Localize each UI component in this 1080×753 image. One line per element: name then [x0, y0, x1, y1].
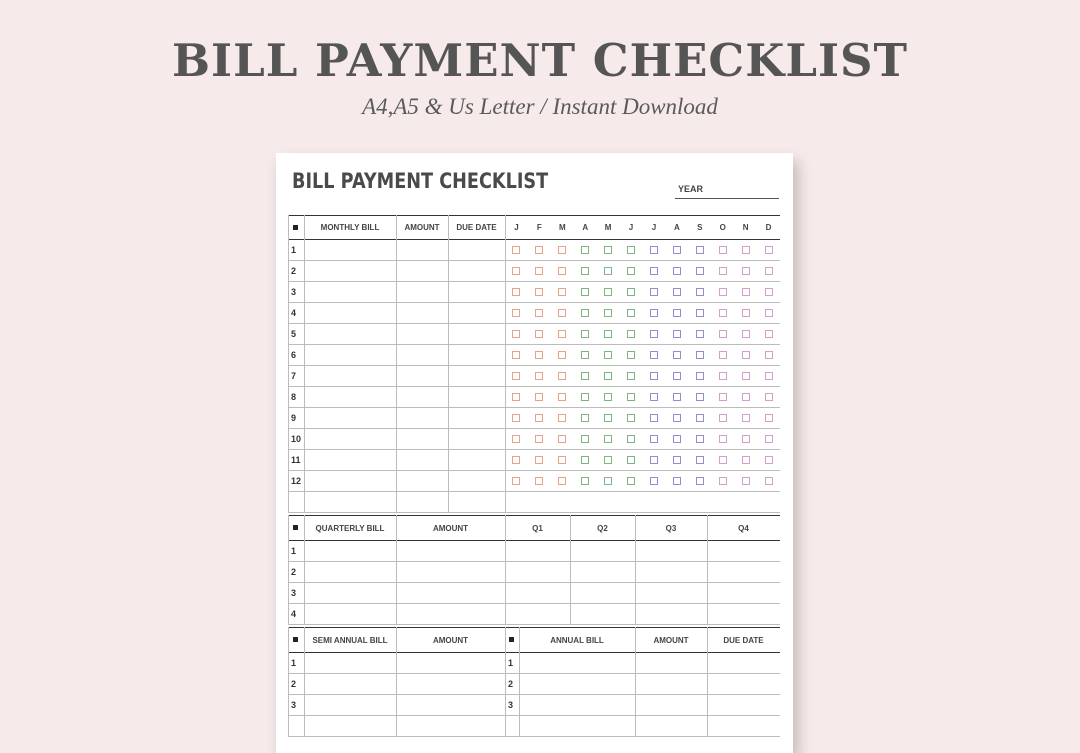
payment-checkbox[interactable] — [719, 351, 727, 359]
grid-line — [288, 215, 289, 512]
page-title: BILL PAYMENT CHECKLIST — [171, 34, 909, 87]
row-number: 1 — [291, 245, 297, 255]
payment-checkbox[interactable] — [604, 351, 612, 359]
payment-checkbox[interactable] — [627, 351, 635, 359]
payment-checkbox[interactable] — [765, 267, 773, 275]
grid-line — [288, 239, 780, 240]
payment-checkbox[interactable] — [765, 351, 773, 359]
column-header-q3: Q3 — [665, 524, 677, 533]
payment-checkbox[interactable] — [581, 309, 589, 317]
payment-checkbox[interactable] — [512, 351, 520, 359]
payment-checkbox[interactable] — [535, 414, 543, 422]
payment-checkbox[interactable] — [696, 372, 704, 380]
row-number: 2 — [291, 679, 297, 689]
payment-checkbox[interactable] — [696, 288, 704, 296]
payment-checkbox[interactable] — [765, 456, 773, 464]
payment-checkbox[interactable] — [512, 372, 520, 380]
payment-checkbox[interactable] — [650, 309, 658, 317]
payment-checkbox[interactable] — [627, 288, 635, 296]
payment-checkbox[interactable] — [604, 477, 612, 485]
payment-checkbox[interactable] — [535, 372, 543, 380]
row-number: 1 — [291, 658, 297, 668]
row-number: 5 — [291, 329, 297, 339]
payment-checkbox[interactable] — [719, 435, 727, 443]
payment-checkbox[interactable] — [673, 456, 681, 464]
row-number: 4 — [291, 609, 297, 619]
payment-checkbox[interactable] — [696, 330, 704, 338]
payment-checkbox[interactable] — [604, 456, 612, 464]
payment-checkbox[interactable] — [558, 393, 566, 401]
payment-checkbox[interactable] — [765, 393, 773, 401]
grid-line — [288, 365, 780, 366]
payment-checkbox[interactable] — [512, 456, 520, 464]
payment-checkbox[interactable] — [512, 414, 520, 422]
month-header: F — [536, 223, 542, 232]
row-number: 9 — [291, 413, 297, 423]
column-header-amount: AMOUNT — [653, 636, 689, 645]
payment-checkbox[interactable] — [719, 372, 727, 380]
grid-line — [288, 407, 780, 408]
payment-checkbox[interactable] — [558, 267, 566, 275]
month-header: J — [651, 223, 657, 232]
payment-checkbox[interactable] — [719, 309, 727, 317]
payment-checkbox[interactable] — [581, 246, 589, 254]
year-label: YEAR — [678, 184, 704, 194]
grid-line — [288, 302, 780, 303]
bullet-icon — [293, 637, 298, 642]
payment-checkbox[interactable] — [650, 351, 658, 359]
payment-checkbox[interactable] — [765, 477, 773, 485]
payment-checkbox[interactable] — [604, 246, 612, 254]
payment-checkbox[interactable] — [696, 267, 704, 275]
payment-checkbox[interactable] — [535, 351, 543, 359]
column-header-monthly-bill: MONTHLY BILL — [320, 223, 380, 232]
grid-line — [288, 386, 780, 387]
row-number: 1 — [508, 658, 514, 668]
payment-checkbox[interactable] — [673, 246, 681, 254]
payment-checkbox[interactable] — [512, 330, 520, 338]
payment-checkbox[interactable] — [673, 435, 681, 443]
payment-checkbox[interactable] — [558, 309, 566, 317]
payment-checkbox[interactable] — [558, 288, 566, 296]
payment-checkbox[interactable] — [627, 372, 635, 380]
payment-checkbox[interactable] — [512, 267, 520, 275]
payment-checkbox[interactable] — [650, 477, 658, 485]
row-number: 3 — [291, 588, 297, 598]
payment-checkbox[interactable] — [581, 435, 589, 443]
payment-checkbox[interactable] — [558, 330, 566, 338]
payment-checkbox[interactable] — [535, 267, 543, 275]
payment-checkbox[interactable] — [673, 288, 681, 296]
payment-checkbox[interactable] — [742, 435, 750, 443]
payment-checkbox[interactable] — [627, 456, 635, 464]
payment-checkbox[interactable] — [627, 414, 635, 422]
payment-checkbox[interactable] — [604, 414, 612, 422]
grid-line — [288, 512, 780, 513]
payment-checkbox[interactable] — [627, 309, 635, 317]
payment-checkbox[interactable] — [512, 246, 520, 254]
row-number: 11 — [291, 455, 301, 465]
row-number: 3 — [508, 700, 514, 710]
row-number: 10 — [291, 434, 302, 444]
payment-checkbox[interactable] — [558, 246, 566, 254]
column-header-amount: AMOUNT — [404, 223, 440, 232]
payment-checkbox[interactable] — [535, 330, 543, 338]
grid-line — [288, 470, 780, 471]
row-number: 7 — [291, 371, 297, 381]
payment-checkbox[interactable] — [535, 246, 543, 254]
payment-checkbox[interactable] — [650, 456, 658, 464]
payment-checkbox[interactable] — [719, 477, 727, 485]
payment-checkbox[interactable] — [719, 267, 727, 275]
payment-checkbox[interactable] — [650, 393, 658, 401]
payment-checkbox[interactable] — [627, 477, 635, 485]
row-number: 12 — [291, 476, 302, 486]
grid-line — [288, 215, 780, 216]
column-header-amount: AMOUNT — [432, 524, 469, 533]
row-number: 2 — [291, 266, 297, 276]
grid-line — [288, 491, 780, 492]
payment-checkbox[interactable] — [581, 372, 589, 380]
payment-checkbox[interactable] — [765, 246, 773, 254]
month-header: S — [697, 223, 703, 232]
grid-line — [288, 344, 780, 345]
column-header-quarterly-bill: QUARTERLY BILL — [315, 524, 385, 533]
payment-checkbox[interactable] — [650, 330, 658, 338]
payment-checkbox[interactable] — [558, 351, 566, 359]
month-header: A — [673, 223, 680, 232]
payment-checkbox[interactable] — [535, 477, 543, 485]
payment-checkbox[interactable] — [581, 477, 589, 485]
payment-checkbox[interactable] — [765, 435, 773, 443]
payment-checkbox[interactable] — [581, 351, 589, 359]
payment-checkbox[interactable] — [512, 288, 520, 296]
column-header-due-date: DUE DATE — [723, 636, 764, 645]
payment-checkbox[interactable] — [765, 288, 773, 296]
payment-checkbox[interactable] — [581, 330, 589, 338]
row-number: 3 — [291, 700, 297, 710]
payment-checkbox[interactable] — [696, 351, 704, 359]
grid-line — [288, 281, 780, 282]
payment-checkbox[interactable] — [765, 309, 773, 317]
month-header: M — [604, 223, 612, 232]
month-header: N — [742, 223, 749, 232]
payment-checkbox[interactable] — [742, 456, 750, 464]
payment-checkbox[interactable] — [627, 267, 635, 275]
payment-checkbox[interactable] — [627, 246, 635, 254]
payment-checkbox[interactable] — [558, 456, 566, 464]
row-number: 1 — [291, 546, 297, 556]
payment-checkbox[interactable] — [650, 246, 658, 254]
payment-checkbox[interactable] — [696, 414, 704, 422]
month-header: D — [765, 223, 772, 232]
payment-checkbox[interactable] — [627, 393, 635, 401]
payment-checkbox[interactable] — [742, 477, 750, 485]
payment-checkbox[interactable] — [535, 393, 543, 401]
payment-checkbox[interactable] — [719, 414, 727, 422]
payment-checkbox[interactable] — [719, 330, 727, 338]
bullet-icon — [509, 637, 514, 642]
payment-checkbox[interactable] — [535, 435, 543, 443]
payment-checkbox[interactable] — [604, 435, 612, 443]
payment-checkbox[interactable] — [673, 330, 681, 338]
grid-line — [288, 624, 780, 625]
payment-checkbox[interactable] — [696, 246, 704, 254]
grid-line — [288, 323, 780, 324]
month-header: J — [628, 223, 634, 232]
payment-checkbox[interactable] — [742, 351, 750, 359]
payment-checkbox[interactable] — [742, 288, 750, 296]
grid-line — [505, 215, 506, 512]
payment-checkbox[interactable] — [673, 372, 681, 380]
year-field[interactable] — [675, 198, 779, 199]
payment-checkbox[interactable] — [673, 414, 681, 422]
payment-checkbox[interactable] — [627, 330, 635, 338]
payment-checkbox[interactable] — [696, 435, 704, 443]
payment-checkbox[interactable] — [742, 372, 750, 380]
payment-checkbox[interactable] — [742, 309, 750, 317]
payment-checkbox[interactable] — [650, 414, 658, 422]
row-number: 8 — [291, 392, 297, 402]
payment-checkbox[interactable] — [742, 267, 750, 275]
payment-checkbox[interactable] — [650, 372, 658, 380]
payment-checkbox[interactable] — [719, 288, 727, 296]
grid-line — [288, 736, 780, 737]
payment-checkbox[interactable] — [696, 309, 704, 317]
column-header-q2: Q2 — [597, 524, 608, 533]
payment-checkbox[interactable] — [765, 372, 773, 380]
payment-checkbox[interactable] — [535, 309, 543, 317]
column-header-q4: Q4 — [738, 524, 749, 533]
payment-checkbox[interactable] — [512, 393, 520, 401]
payment-checkbox[interactable] — [581, 288, 589, 296]
payment-checkbox[interactable] — [581, 393, 589, 401]
payment-checkbox[interactable] — [558, 372, 566, 380]
payment-checkbox[interactable] — [604, 267, 612, 275]
payment-checkbox[interactable] — [719, 393, 727, 401]
row-number: 2 — [291, 567, 297, 577]
checklist-sheet — [276, 153, 793, 753]
payment-checkbox[interactable] — [719, 456, 727, 464]
payment-checkbox[interactable] — [673, 477, 681, 485]
column-header-semi-annual-bill: SEMI ANNUAL BILL — [312, 636, 388, 645]
payment-checkbox[interactable] — [765, 330, 773, 338]
payment-checkbox[interactable] — [742, 330, 750, 338]
grid-line — [288, 515, 289, 624]
month-header: A — [582, 223, 589, 232]
payment-checkbox[interactable] — [604, 288, 612, 296]
payment-checkbox[interactable] — [604, 372, 612, 380]
payment-checkbox[interactable] — [581, 414, 589, 422]
payment-checkbox[interactable] — [558, 435, 566, 443]
column-header-q1: Q1 — [532, 524, 543, 533]
column-header-amount: AMOUNT — [432, 636, 469, 645]
page-subtitle: A4,A5 & Us Letter / Instant Download — [362, 94, 718, 119]
payment-checkbox[interactable] — [604, 393, 612, 401]
grid-line — [304, 215, 305, 512]
payment-checkbox[interactable] — [512, 435, 520, 443]
payment-checkbox[interactable] — [650, 435, 658, 443]
row-number: 2 — [508, 679, 514, 689]
sheet-title: BILL PAYMENT CHECKLIST — [292, 169, 549, 193]
month-header: M — [558, 223, 566, 232]
grid-line — [448, 215, 449, 512]
column-header-annual-bill: ANNUAL BILL — [550, 636, 604, 645]
payment-checkbox[interactable] — [581, 456, 589, 464]
payment-checkbox[interactable] — [650, 288, 658, 296]
payment-checkbox[interactable] — [535, 288, 543, 296]
payment-checkbox[interactable] — [696, 456, 704, 464]
payment-checkbox[interactable] — [627, 435, 635, 443]
payment-checkbox[interactable] — [719, 246, 727, 254]
payment-checkbox[interactable] — [512, 309, 520, 317]
payment-checkbox[interactable] — [742, 246, 750, 254]
payment-checkbox[interactable] — [696, 393, 704, 401]
month-header: J — [514, 223, 519, 232]
payment-checkbox[interactable] — [535, 456, 543, 464]
row-number: 4 — [291, 308, 297, 318]
grid-line — [288, 449, 780, 450]
column-header-due-date: DUE DATE — [456, 223, 497, 232]
month-header: O — [719, 223, 726, 232]
bullet-icon — [293, 225, 298, 230]
payment-checkbox[interactable] — [742, 414, 750, 422]
payment-checkbox[interactable] — [673, 393, 681, 401]
row-number: 3 — [291, 287, 297, 297]
payment-checkbox[interactable] — [673, 309, 681, 317]
row-number: 6 — [291, 350, 297, 360]
payment-checkbox[interactable] — [673, 351, 681, 359]
payment-checkbox[interactable] — [581, 267, 589, 275]
payment-checkbox[interactable] — [650, 267, 658, 275]
bullet-icon — [293, 525, 298, 530]
grid-line — [288, 428, 780, 429]
payment-checkbox[interactable] — [604, 309, 612, 317]
payment-checkbox[interactable] — [558, 477, 566, 485]
grid-line — [288, 260, 780, 261]
payment-checkbox[interactable] — [512, 477, 520, 485]
payment-checkbox[interactable] — [673, 267, 681, 275]
grid-line — [396, 215, 397, 512]
payment-checkbox[interactable] — [742, 393, 750, 401]
payment-checkbox[interactable] — [765, 414, 773, 422]
payment-checkbox[interactable] — [558, 414, 566, 422]
payment-checkbox[interactable] — [604, 330, 612, 338]
payment-checkbox[interactable] — [696, 477, 704, 485]
